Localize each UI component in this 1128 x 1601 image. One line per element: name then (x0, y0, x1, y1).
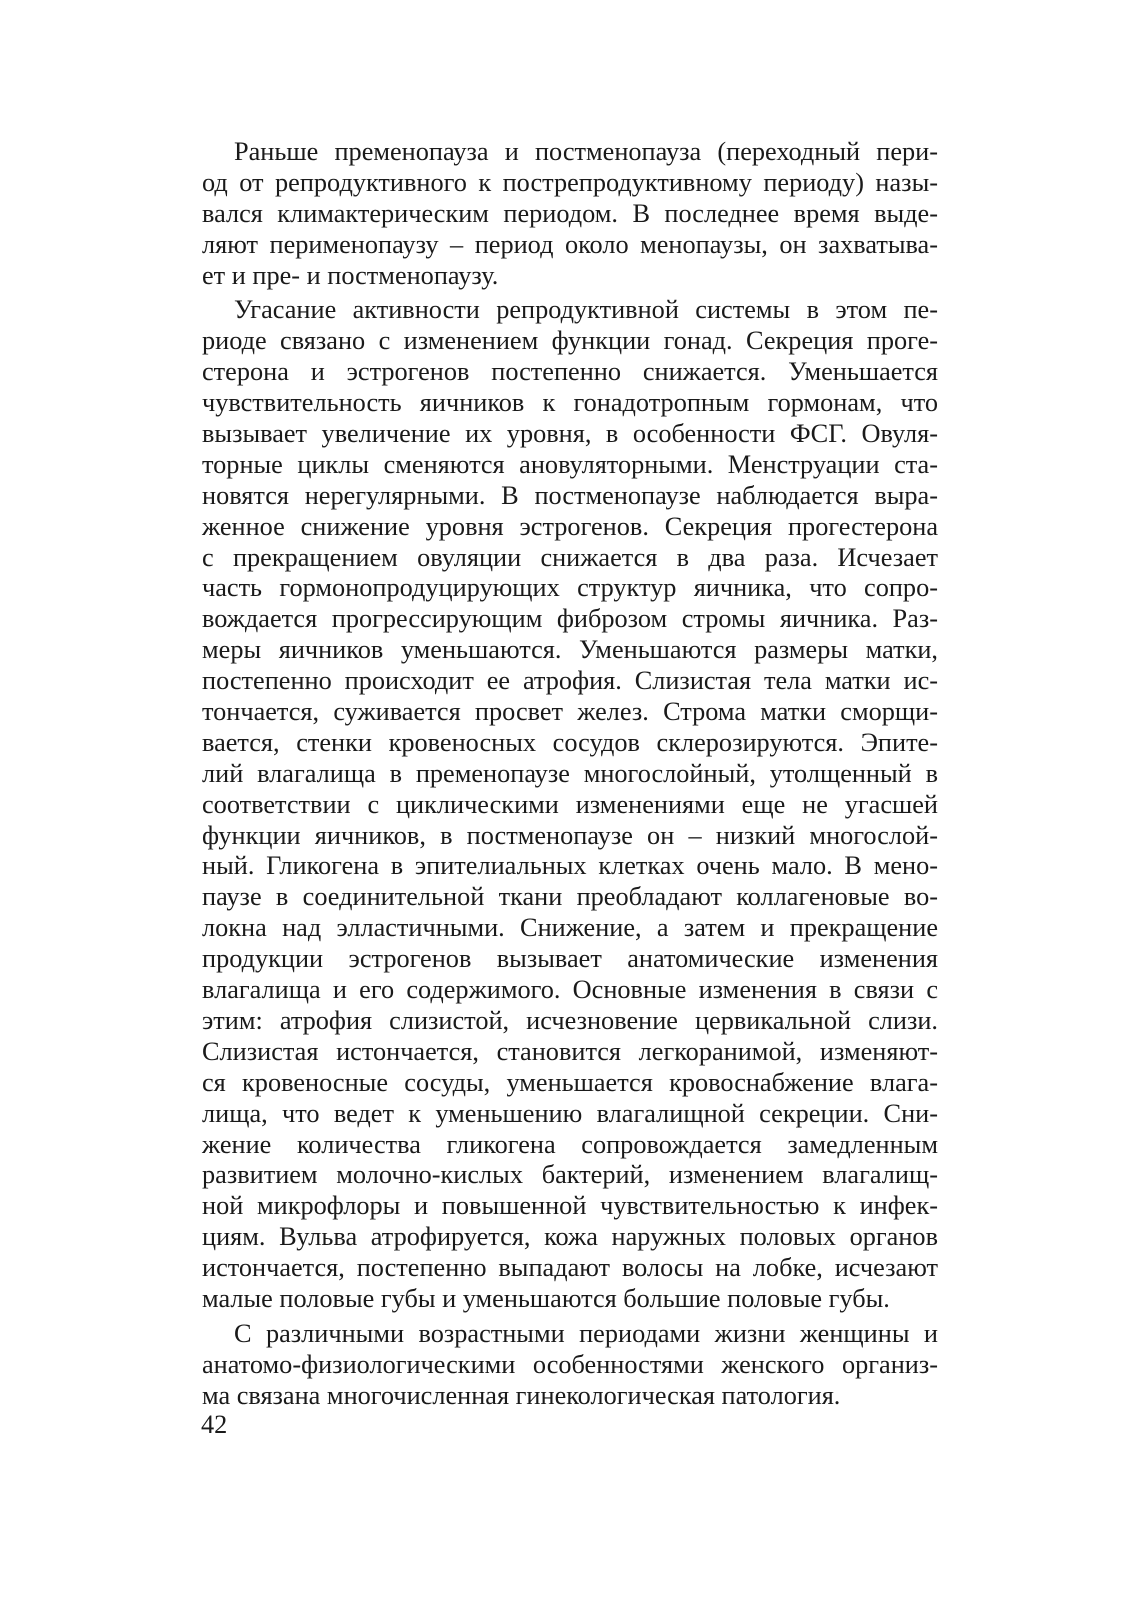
text-line: влагалища и его содержимого. Основные изменения в связи с (202, 975, 938, 1005)
text-line: чувствительность яичников к гонадотропным гормонам, что (202, 388, 938, 418)
text-line: женное снижение уровня эстрогенов. Секреция прогестерона (202, 511, 938, 541)
text-line: Раньше пременопауза и постменопауза (переходный пери- (234, 137, 938, 166)
text-line: стерона и эстрогенов постепенно снижается. Уменьшается (202, 357, 938, 387)
text-line: Слизистая истончается, становится легкоранимой, изменяют- (202, 1036, 938, 1066)
text-line: жение количества гликогена сопровождается замедленным (202, 1129, 938, 1159)
text-line: торные циклы сменяются ановуляторными. Менструации ста- (202, 449, 938, 479)
paragraph (202, 1319, 938, 1412)
text-line: этим: атрофия слизистой, исчезновение цервикальной слизи. (202, 1005, 938, 1035)
text-line: риоде связано с изменением функции гонад. Секреция проге- (202, 326, 938, 356)
text-line: анатомо-физиологическими особенностями женского организ- (202, 1349, 938, 1379)
text-line: локна над элластичными. Снижение, а затем и прекращение (202, 913, 938, 943)
text-line: ся кровеносные сосуды, уменьшается кровоснабжение влага- (202, 1067, 938, 1097)
paragraph (202, 295, 938, 1314)
text-line: развитием молочно-кислых бактерий, изменением влагалищ- (202, 1160, 938, 1190)
text-line: истончается, постепенно выпадают волосы на лобке, исчезают (202, 1253, 938, 1283)
text-line: малые половые губы и уменьшаются большие половые губы. (202, 1283, 890, 1313)
text-line: меры яичников уменьшаются. Уменьшаются размеры матки, (202, 635, 938, 665)
body-text (202, 137, 938, 1412)
text-line: ный. Гликогена в эпителиальных клетках очень мало. В мено- (202, 851, 938, 881)
text-line: од от репродуктивного к пострепродуктивному периоду) назы- (202, 167, 938, 197)
text-line: соответствии с циклическими изменениями еще не угасшей (202, 789, 938, 819)
text-line: вается, стенки кровеносных сосудов склерозируются. Эпите- (202, 727, 938, 757)
text-line: вызывает увеличение их уровня, в особенности ФСГ. Овуля- (202, 419, 938, 449)
text-line: лий влагалища в пременопаузе многослойный, утолщенный в (202, 758, 938, 788)
text-line: постепенно происходит ее атрофия. Слизистая тела матки ис- (202, 666, 938, 696)
page-number: 42 (201, 1410, 228, 1439)
text-line: лища, что ведет к уменьшению влагалищной секреции. Сни- (202, 1098, 938, 1128)
text-line: ма связана многочисленная гинекологическая патология. (202, 1380, 841, 1410)
text-line: часть гормонопродуцирующих структур яичника, что сопро- (202, 573, 938, 603)
text-line: ной микрофлоры и повышенной чувствительностью к инфек- (202, 1191, 938, 1221)
text-line: С различными возрастными периодами жизни женщины и (234, 1318, 938, 1348)
text-line: с прекращением овуляции снижается в два раза. Исчезает (202, 542, 938, 572)
text-line: продукции эстрогенов вызывает анатомические изменения (202, 944, 938, 974)
text-line: ляют перименопаузу – период около менопаузы, он захватыва- (202, 229, 938, 259)
text-line: новятся нерегулярными. В постменопаузе наблюдается выра- (202, 480, 938, 510)
text-line: циям. Вульва атрофируется, кожа наружных половых органов (202, 1222, 938, 1252)
text-line: паузе в соединительной ткани преобладают коллагеновые во- (202, 882, 938, 912)
text-line: ет и пре- и постменопаузу. (202, 260, 499, 290)
text-line: функции яичников, в постменопаузе он – низкий многослой- (202, 820, 938, 850)
text-line: тончается, суживается просвет желез. Строма матки сморщи- (202, 697, 938, 727)
text-line: вождается прогрессирующим фиброзом стромы яичника. Раз- (202, 604, 938, 634)
paragraph (202, 137, 938, 291)
text-line: Угасание активности репродуктивной системы в этом пе- (234, 295, 938, 325)
text-line: вался климактерическим периодом. В последнее время выде- (202, 198, 938, 228)
